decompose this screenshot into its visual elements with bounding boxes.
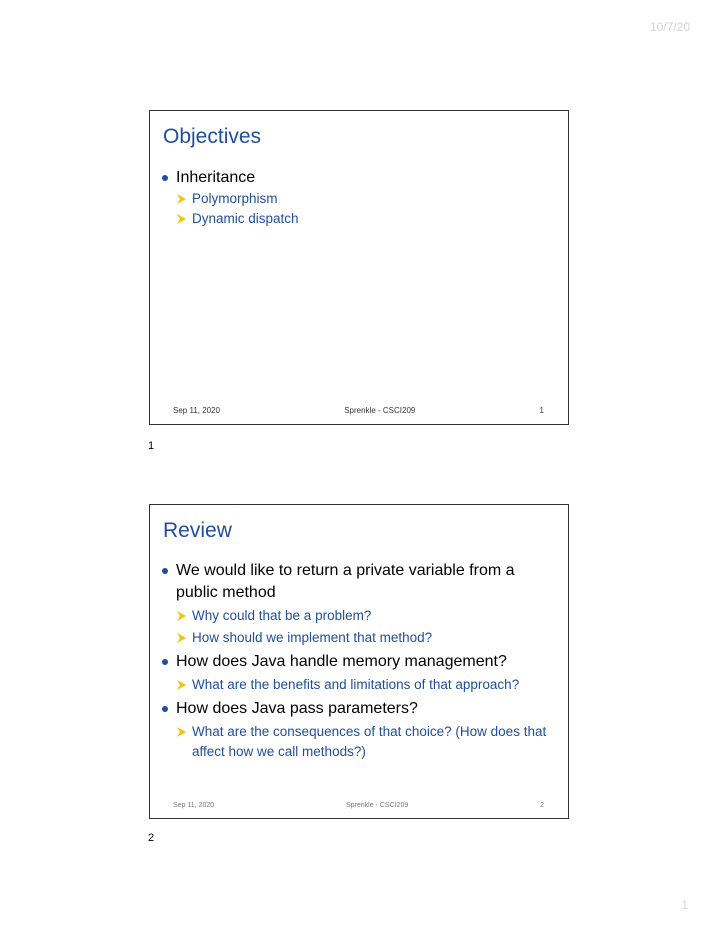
slide-label: 1 [148, 440, 155, 452]
bullet-item [160, 651, 556, 673]
sub-bullet-item [176, 722, 556, 762]
sub-bullet-item [176, 628, 556, 648]
bullet-item [160, 167, 556, 189]
sub-bullet-text: Polymorphism [192, 191, 278, 206]
sub-bullet-item [176, 606, 556, 626]
footer-date: Sep 11, 2020 [173, 406, 221, 415]
slide-title: Review [163, 519, 232, 542]
footer-slide-number: 1 [539, 406, 544, 415]
sub-bullet-item [176, 209, 556, 229]
footer-author: Sprenkle - CSCI209 [345, 802, 409, 809]
arrow-bullet-icon [176, 722, 188, 742]
bullet-text: How does Java handle memory management? [176, 653, 507, 670]
sub-bullet-text: Why could that be a problem? [192, 608, 372, 623]
bullet-text: Inheritance [176, 169, 256, 186]
sub-bullet-text: How should we implement that method? [192, 630, 433, 645]
footer-slide-number: 2 [540, 802, 544, 809]
round-bullet-icon [162, 706, 168, 712]
round-bullet-icon [162, 659, 168, 665]
sub-bullet-text: Dynamic dispatch [192, 211, 299, 226]
page-number: 1 [681, 898, 688, 912]
slide-footer [173, 406, 544, 415]
bullet-text: How does Java pass parameters? [176, 700, 418, 717]
sub-bullet-item [176, 189, 556, 209]
bullet-item [160, 698, 556, 720]
slide-1 [149, 110, 569, 425]
arrow-bullet-icon [176, 675, 188, 695]
page-date: 10/7/20 [649, 20, 690, 34]
footer-author: Sprenkle - CSCI209 [344, 406, 416, 415]
slide-footer [173, 802, 544, 809]
bullet-text: We would like to return a private variable from a public method [176, 562, 515, 601]
round-bullet-icon [162, 568, 168, 574]
slide-label: 2 [148, 832, 155, 844]
slide-title: Objectives [163, 125, 262, 148]
arrow-bullet-icon [176, 606, 188, 626]
round-bullet-icon [162, 175, 168, 181]
sub-bullet-item [176, 675, 556, 695]
slide-body [160, 560, 556, 762]
arrow-bullet-icon [176, 628, 188, 648]
arrow-bullet-icon [176, 189, 188, 209]
sub-bullet-text: What are the consequences of that choice? (How does that affect how we call methods?) [192, 724, 547, 759]
slide-2 [149, 504, 569, 819]
sub-bullet-text: What are the benefits and limitations of that approach? [192, 677, 520, 692]
slide-body [160, 167, 556, 229]
arrow-bullet-icon [176, 209, 188, 229]
footer-date: Sep 11, 2020 [173, 802, 215, 809]
bullet-item [160, 560, 556, 604]
